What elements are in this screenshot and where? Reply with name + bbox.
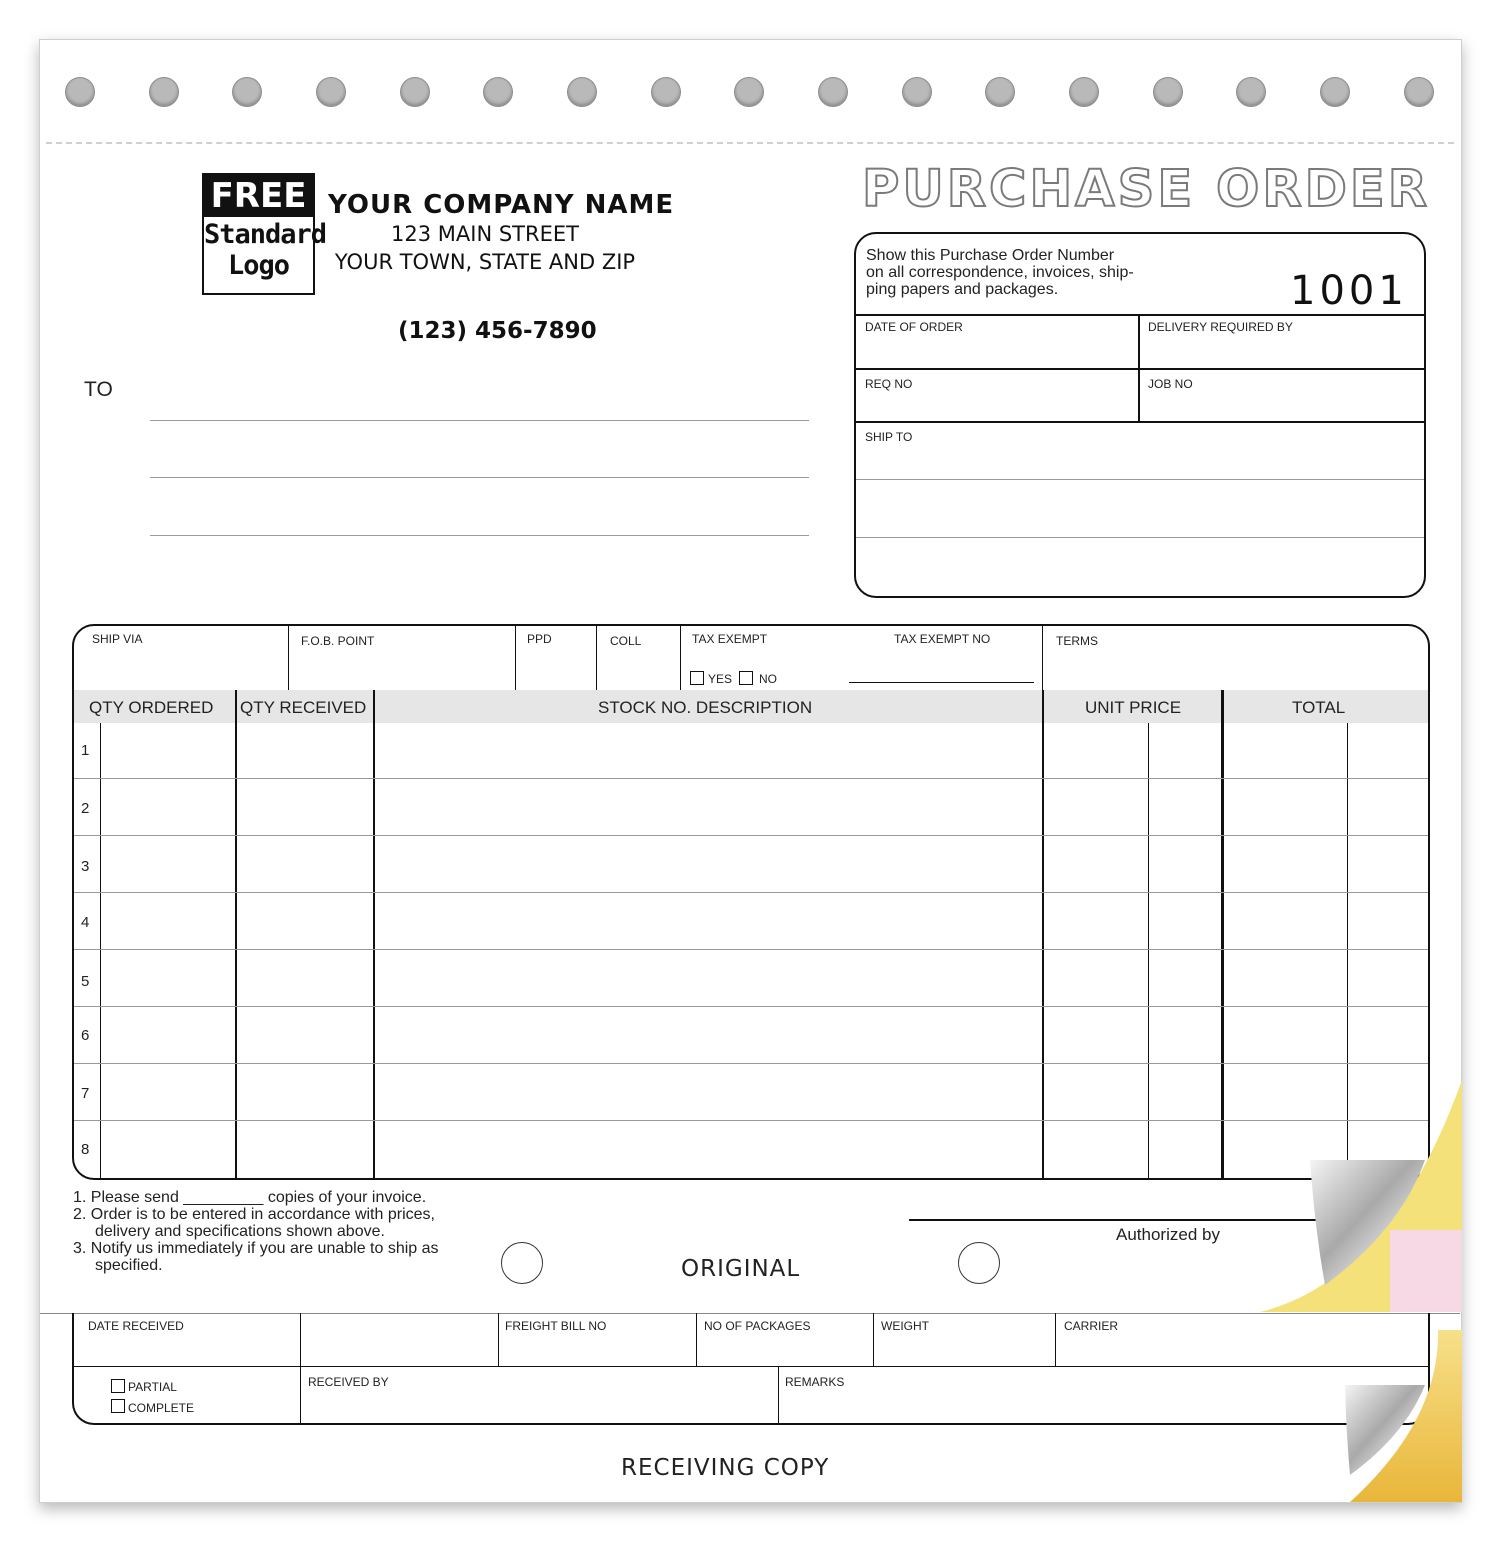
binding-hole — [400, 77, 430, 107]
divider — [373, 690, 375, 1178]
date-of-order-field[interactable]: DATE OF ORDER — [865, 320, 963, 334]
original-copy-label: ORIGINAL — [681, 1256, 801, 1282]
po-note-line: Show this Purchase Order Number — [866, 247, 1115, 264]
row-line — [74, 1063, 1428, 1064]
binding-hole — [567, 77, 597, 107]
weight-field[interactable]: WEIGHT — [881, 1319, 929, 1333]
row-number: 3 — [81, 858, 90, 875]
total-header: TOTAL — [1292, 698, 1346, 717]
row-number: 7 — [81, 1085, 90, 1102]
complete-label: COMPLETE — [128, 1401, 195, 1415]
coll-field[interactable]: COLL — [610, 634, 642, 648]
tax-exempt-yes-checkbox[interactable] — [690, 671, 704, 685]
po-number-note — [866, 247, 1206, 298]
po-note-line: ping papers and packages. — [866, 281, 1059, 298]
divider — [856, 314, 1424, 316]
company-phone: (123) 456-7890 — [398, 318, 597, 344]
divider — [873, 1313, 874, 1366]
row-number: 1 — [81, 742, 90, 759]
qty-received-header: QTY RECEIVED — [240, 698, 367, 717]
logo-standard-text — [204, 219, 327, 281]
binding-hole — [734, 77, 764, 107]
divider — [778, 1366, 779, 1423]
binding-hole — [1320, 77, 1350, 107]
note-3-cont: specified. — [95, 1257, 163, 1274]
divider — [300, 1313, 301, 1423]
no-label: NO — [759, 672, 777, 686]
row-line — [74, 835, 1428, 836]
to-line[interactable] — [150, 477, 809, 478]
pink-copy-curl — [1390, 1230, 1462, 1312]
po-number: 1001 — [1290, 268, 1408, 314]
qty-ordered-header: QTY ORDERED — [89, 698, 214, 717]
divider — [288, 626, 289, 690]
binding-hole — [902, 77, 932, 107]
divider — [1138, 314, 1140, 421]
divider — [1042, 626, 1043, 690]
delivery-required-by-field[interactable]: DELIVERY REQUIRED BY — [1148, 320, 1293, 334]
ship-to-line — [856, 537, 1424, 538]
divider — [856, 368, 1424, 370]
po-info-box — [854, 232, 1426, 598]
logo-line-standard: Standard — [204, 219, 327, 250]
row-number: 2 — [81, 800, 90, 817]
divider — [515, 626, 516, 690]
company-logo — [202, 173, 327, 295]
unit-price-header: UNIT PRICE — [1085, 698, 1182, 717]
partial-label: PARTIAL — [128, 1380, 177, 1394]
complete-checkbox[interactable] — [111, 1399, 125, 1413]
divider — [856, 421, 1424, 423]
description-header: STOCK NO. DESCRIPTION — [598, 698, 813, 717]
remarks-field[interactable]: REMARKS — [785, 1375, 845, 1389]
binding-hole — [651, 77, 681, 107]
row-line — [74, 892, 1428, 893]
row-number: 5 — [81, 973, 90, 990]
row-number: 8 — [81, 1141, 90, 1158]
punch-circle — [958, 1242, 1000, 1284]
row-line — [74, 1006, 1428, 1007]
logo-line-logo: Logo — [227, 250, 290, 281]
divider — [696, 1313, 697, 1366]
carrier-field[interactable]: CARRIER — [1064, 1319, 1119, 1333]
binding-hole — [985, 77, 1015, 107]
logo-free-text: FREE — [204, 175, 313, 217]
receiving-copy-label: RECEIVING COPY — [621, 1455, 830, 1481]
ship-via-field[interactable]: SHIP VIA — [92, 632, 143, 646]
binding-hole — [316, 77, 346, 107]
divider — [1055, 1313, 1056, 1366]
yes-label: YES — [708, 672, 733, 686]
company-city: YOUR TOWN, STATE AND ZIP — [334, 250, 636, 274]
divider — [680, 626, 681, 690]
divider — [498, 1313, 499, 1366]
authorized-by-label: Authorized by — [1116, 1225, 1220, 1244]
binding-hole — [1404, 77, 1434, 107]
binding-hole — [1236, 77, 1266, 107]
row-number: 4 — [81, 914, 90, 931]
binding-hole — [1069, 77, 1099, 107]
company-street: 123 MAIN STREET — [391, 222, 579, 246]
divider — [1148, 723, 1149, 1178]
divider — [596, 626, 597, 690]
binding-hole — [232, 77, 262, 107]
received-by-field[interactable]: RECEIVED BY — [308, 1375, 389, 1389]
divider — [100, 723, 101, 1178]
binding-hole — [483, 77, 513, 107]
partial-checkbox[interactable] — [111, 1379, 125, 1393]
ship-to-field[interactable]: SHIP TO — [865, 430, 913, 444]
no-of-packages-field[interactable]: NO OF PACKAGES — [704, 1319, 811, 1333]
binding-hole — [65, 77, 95, 107]
row-number: 6 — [81, 1027, 90, 1044]
tax-exempt-no-checkbox[interactable] — [739, 671, 753, 685]
note-2: 2. Order is to be entered in accordance with prices, — [73, 1206, 435, 1223]
row-line — [74, 778, 1428, 779]
note-1: 1. Please send _________ copies of your invoice. — [73, 1189, 427, 1206]
company-name: YOUR COMPANY NAME — [328, 190, 675, 220]
fob-point-field[interactable]: F.O.B. POINT — [301, 634, 375, 648]
note-3: 3. Notify us immediately if you are unable to ship as — [73, 1240, 439, 1257]
binding-hole — [1153, 77, 1183, 107]
tax-exempt-label: TAX EXEMPT — [692, 632, 768, 646]
tax-exempt-no-field[interactable]: TAX EXEMPT NO — [894, 632, 991, 646]
to-line[interactable] — [150, 420, 809, 421]
to-label: TO — [84, 378, 113, 401]
ship-to-line — [856, 479, 1424, 480]
tax-exempt-no-line — [849, 682, 1034, 683]
job-no-field[interactable]: JOB NO — [1148, 377, 1193, 391]
purchase-order-title: PURCHASE ORDER — [862, 160, 1431, 219]
date-received-field[interactable]: DATE RECEIVED — [88, 1319, 184, 1333]
po-note-line: on all correspondence, invoices, ship- — [866, 264, 1134, 281]
page-curl-copies — [1200, 1080, 1462, 1502]
req-no-field[interactable]: REQ NO — [865, 377, 913, 391]
to-line[interactable] — [150, 535, 809, 536]
terms-field[interactable]: TERMS — [1056, 634, 1098, 648]
binding-hole — [818, 77, 848, 107]
divider — [235, 690, 237, 1178]
perforation-line — [46, 142, 1454, 144]
note-2-cont: delivery and specifications shown above. — [95, 1223, 385, 1240]
freight-bill-no-field[interactable]: FREIGHT BILL NO — [505, 1319, 607, 1333]
divider — [1042, 690, 1044, 1178]
binding-hole — [149, 77, 179, 107]
row-line — [74, 949, 1428, 950]
ppd-field[interactable]: PPD — [527, 632, 552, 646]
punch-circle — [501, 1242, 543, 1284]
